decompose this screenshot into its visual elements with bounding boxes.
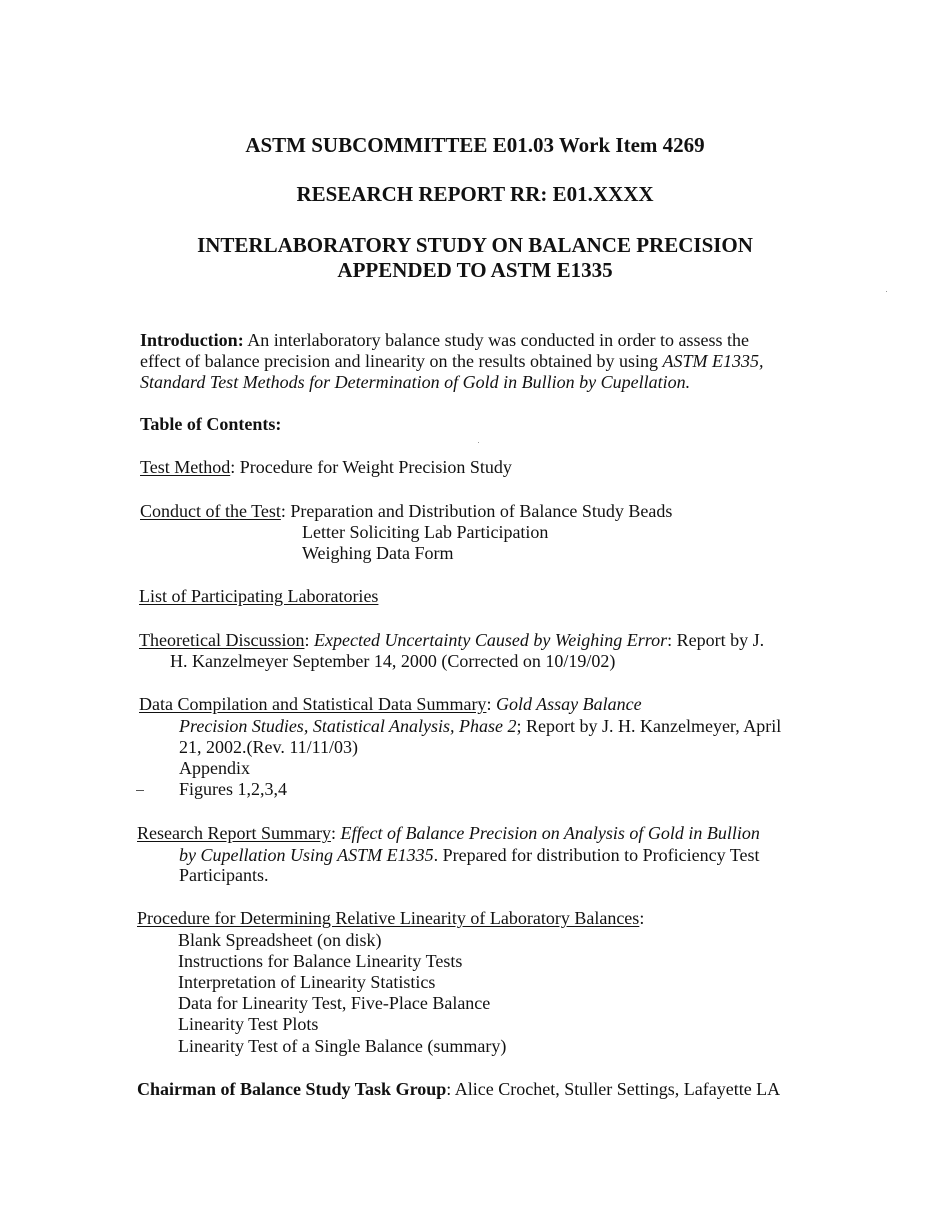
linearity-item: Linearity Test Plots (178, 1014, 319, 1034)
toc-participating-labs: List of Participating Laboratories (139, 586, 379, 606)
toc-test-method (140, 456, 512, 478)
research-summary-line-3: Participants. (179, 865, 269, 885)
data-compilation-line-4: Appendix (179, 758, 250, 778)
data-compilation-title-1: Gold Assay Balance (495, 694, 642, 714)
linearity-item: Interpretation of Linearity Statistics (178, 972, 436, 992)
data-compilation-line-5: Figures 1,2,3,4 (179, 779, 287, 799)
header-line-2: RESEARCH REPORT RR: E01.XXXX (296, 182, 654, 206)
intro-line-1 (140, 329, 749, 351)
intro-label: Introduction: (140, 330, 244, 350)
header-line-3b: APPENDED TO ASTM E1335 (337, 258, 613, 282)
research-summary-title-2: by Cupellation Using ASTM E1335 (179, 845, 434, 865)
research-summary-title-1: Effect of Balance Precision on Analysis of Gold in Bullion (340, 823, 760, 843)
test-method-text: : Procedure for Weight Precision Study (230, 457, 512, 477)
header-line-1: ASTM SUBCOMMITTEE E01.03 Work Item 4269 (245, 133, 705, 157)
theoretical-colon: : (304, 630, 314, 650)
linearity-item: Linearity Test of a Single Balance (summary) (178, 1036, 507, 1056)
data-compilation-label: Data Compilation and Statistical Data Summary (139, 694, 487, 714)
research-summary-colon: : (330, 823, 341, 843)
research-summary-label: Research Report Summary (137, 823, 331, 843)
theoretical-label: Theoretical Discussion (139, 630, 305, 650)
data-compilation-line-3: 21, 2002.(Rev. 11/11/03) (179, 737, 358, 757)
chairman-line (137, 1078, 780, 1100)
research-summary-after-2: . Prepared for distribution to Proficiency Test (433, 845, 760, 865)
linearity-item: Instructions for Balance Linearity Tests (178, 951, 463, 971)
linearity-item: Data for Linearity Test, Five-Place Balance (178, 993, 491, 1013)
toc-linearity (137, 907, 644, 929)
data-compilation-colon: : (486, 694, 496, 714)
conduct-item: Letter Soliciting Lab Participation (302, 522, 549, 542)
intro-line-3: Standard Test Methods for Determination of Gold in Bullion by Cupellation. (140, 372, 691, 392)
intro-line-2 (140, 350, 764, 372)
linearity-colon: : (639, 908, 645, 928)
stray-mark (136, 790, 144, 791)
toc-heading: Table of Contents: (140, 414, 282, 434)
intro-text-1: An interlaboratory balance study was conducted in order to assess the (243, 330, 750, 350)
conduct-item: Preparation and Distribution of Balance Study Beads (290, 501, 673, 521)
chairman-text: : Alice Crochet, Stuller Settings, Lafayette LA (446, 1079, 781, 1099)
linearity-item: Blank Spreadsheet (on disk) (178, 930, 382, 950)
chairman-label: Chairman of Balance Study Task Group (137, 1079, 447, 1099)
toc-data-compilation (139, 693, 642, 715)
theoretical-title: Expected Uncertainty Caused by Weighing Error (313, 630, 668, 650)
data-compilation-title-2: Precision Studies, Statistical Analysis, Phase 2 (179, 716, 517, 736)
toc-research-summary (137, 822, 760, 844)
header-line-3a: INTERLABORATORY STUDY ON BALANCE PRECISION (197, 233, 753, 257)
conduct-colon: : (280, 501, 291, 521)
scan-speck (478, 442, 479, 443)
test-method-label: Test Method (140, 457, 231, 477)
linearity-label: Procedure for Determining Relative Linearity of Laboratory Balances (137, 908, 640, 928)
data-compilation-line-2 (179, 715, 781, 737)
intro-italic-2: ASTM E1335, (662, 351, 764, 371)
toc-conduct (140, 500, 672, 522)
toc-theoretical (139, 629, 764, 651)
research-summary-line-2 (179, 844, 760, 866)
scan-speck (886, 291, 887, 292)
theoretical-line-2: H. Kanzelmeyer September 14, 2000 (Corrected on 10/19/02) (170, 651, 616, 671)
conduct-item: Weighing Data Form (302, 543, 454, 563)
theoretical-after: : Report by J. (667, 630, 765, 650)
conduct-label: Conduct of the Test (140, 501, 281, 521)
data-compilation-after-2: ; Report by J. H. Kanzelmeyer, April (516, 716, 782, 736)
intro-text-2: effect of balance precision and linearity on the results obtained by using (140, 351, 663, 371)
